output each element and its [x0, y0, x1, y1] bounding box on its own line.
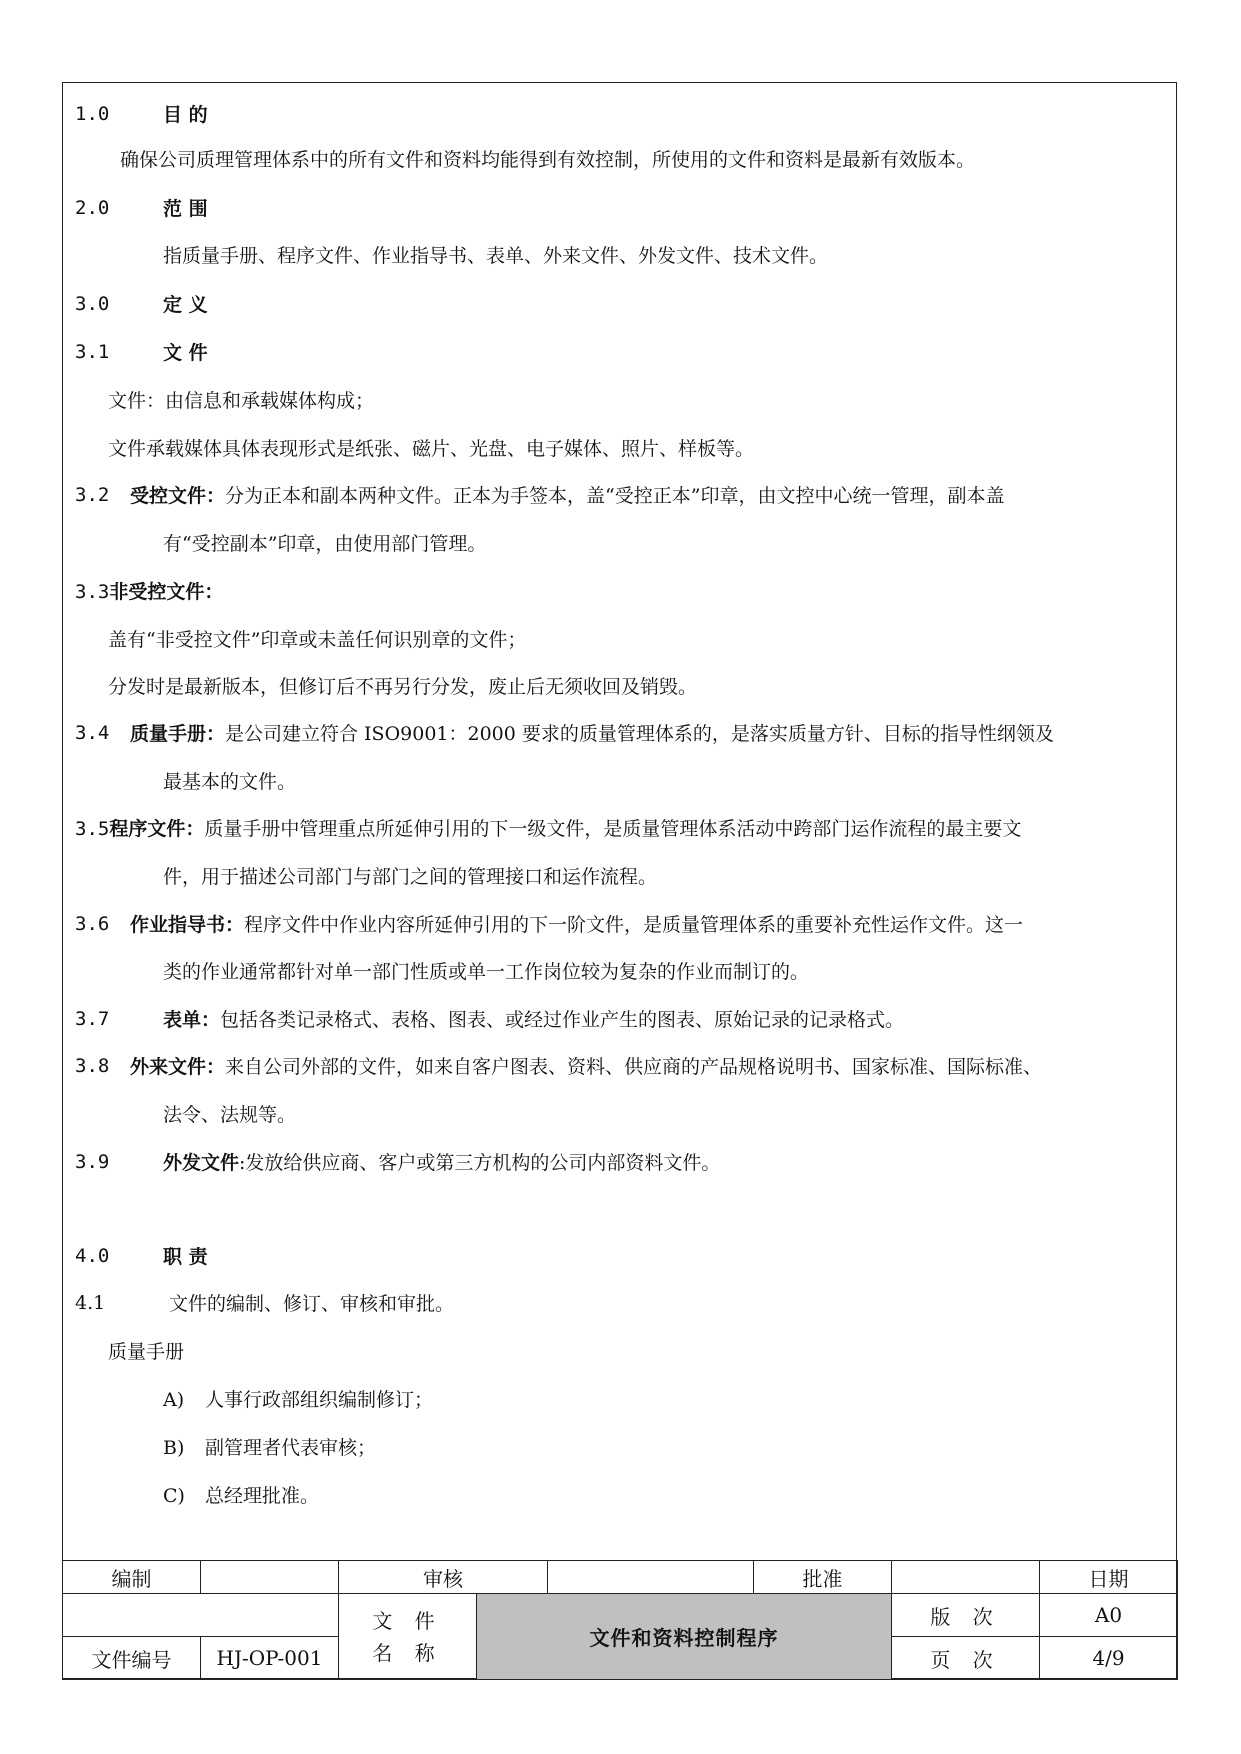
paragraph: 盖有“非受控文件”印章或未盖任何识别章的文件； — [108, 629, 527, 651]
approve-value — [892, 1561, 1040, 1594]
section-title: 职 责 — [163, 1246, 208, 1268]
term: 非受控文件： — [109, 581, 224, 603]
paragraph: 最基本的文件。 — [163, 771, 297, 793]
paragraph: 有“受控副本”印章，由使用部门管理。 — [163, 533, 487, 555]
section-number: 3.7 — [75, 1008, 110, 1030]
definition-line — [130, 913, 1023, 937]
version-label: 版 次 — [892, 1594, 1040, 1637]
doc-name-label — [339, 1594, 477, 1680]
list-item: 总经理批准。 — [205, 1485, 320, 1507]
page-value: 4/9 — [1040, 1637, 1178, 1680]
page-label: 页 次 — [892, 1637, 1040, 1680]
paragraph: 质量手册 — [108, 1341, 185, 1363]
approval-table — [62, 1560, 1178, 1680]
paragraph: 类的作业通常都针对单一部门性质或单一工作岗位较为复杂的作业而制订的。 — [163, 961, 810, 983]
section-number: 3.3 — [75, 581, 110, 603]
definition-line — [75, 580, 223, 604]
term: 表单： — [163, 1009, 221, 1031]
blank-cell — [63, 1594, 339, 1637]
compile-label: 编制 — [63, 1561, 201, 1594]
section-title: 文 件 — [163, 342, 208, 364]
doc-number-label: 文件编号 — [63, 1637, 201, 1680]
list-label: A) — [163, 1389, 185, 1411]
review-label: 审核 — [339, 1561, 548, 1594]
section-number: 4.0 — [75, 1245, 110, 1267]
definition-text: 包括各类记录格式、表格、图表、或经过作业产生的图表、原始记录的记录格式。 — [220, 1009, 905, 1031]
term: 程序文件： — [109, 818, 205, 840]
section-number: 3.1 — [75, 341, 110, 363]
paragraph: 指质量手册、程序文件、作业指导书、表单、外来文件、外发文件、技术文件。 — [163, 245, 829, 267]
definition-text: 来自公司外部的文件，如来自客户图表、资料、供应商的产品规格说明书、国家标准、国际标准、 — [225, 1056, 1043, 1078]
section-number: 3.2 — [75, 484, 110, 506]
term: 作业指导书： — [130, 914, 245, 936]
definition-text: 分为正本和副本两种文件。正本为手签本，盖“受控正本”印章，由文控中心统一管理，副本盖 — [225, 485, 1005, 507]
section-number: 3.8 — [75, 1055, 110, 1077]
list-label: B) — [163, 1437, 185, 1459]
definition-line — [163, 1008, 904, 1032]
definition-line — [130, 722, 1054, 746]
version-value: A0 — [1040, 1594, 1178, 1637]
paragraph: 件，用于描述公司部门与部门之间的管理接口和运作流程。 — [163, 866, 658, 888]
definition-line — [163, 1151, 720, 1175]
paragraph: 分发时是最新版本，但修订后不再另行分发，废止后无须收回及销毁。 — [108, 676, 698, 698]
paragraph: 文件的编制、修订、审核和审批。 — [169, 1293, 455, 1315]
doc-name-label-2: 名 称 — [372, 1640, 443, 1665]
compile-value — [201, 1561, 339, 1594]
paragraph: 确保公司质理管理体系中的所有文件和资料均能得到有效控制，所使用的文件和资料是最新有效版本。 — [120, 149, 976, 171]
list-label: C) — [163, 1485, 185, 1507]
section-number: 3.0 — [75, 293, 110, 315]
definition-text: 程序文件中作业内容所延伸引用的下一阶文件，是质量管理体系的重要补充性运作文件。这一 — [244, 914, 1024, 936]
section-number: 3.4 — [75, 722, 110, 744]
document-footer — [62, 1560, 1177, 1679]
section-title: 定 义 — [163, 294, 208, 316]
section-number: 3.6 — [75, 913, 110, 935]
term: 外发文件 — [163, 1152, 240, 1174]
section-number: 4.1 — [75, 1292, 106, 1314]
section-number: 1.0 — [75, 103, 110, 125]
term: 受控文件： — [130, 485, 226, 507]
section-title: 目 的 — [163, 104, 208, 126]
definition-text: 是公司建立符合 ISO9001：2000 要求的质量管理体系的，是落实质量方针、目标的指导性纲领及 — [225, 723, 1054, 745]
section-number: 3.5 — [75, 818, 110, 840]
document-title: 文件和资料控制程序 — [477, 1594, 892, 1680]
doc-number-value: HJ-OP-001 — [201, 1637, 339, 1680]
section-number: 3.9 — [75, 1151, 110, 1173]
paragraph: 文件承载媒体具体表现形式是纸张、磁片、光盘、电子媒体、照片、样板等。 — [108, 438, 755, 460]
review-value — [548, 1561, 754, 1594]
section-number: 2.0 — [75, 197, 110, 219]
definition-line — [130, 1055, 1042, 1079]
list-item: 人事行政部组织编制修订； — [205, 1389, 434, 1411]
definition-line — [75, 817, 1021, 841]
definition-line — [130, 484, 1004, 508]
paragraph: 文件：由信息和承载媒体构成； — [108, 390, 375, 412]
doc-name-label-1: 文 件 — [372, 1608, 443, 1633]
term: 外来文件： — [130, 1056, 226, 1078]
list-item: 副管理者代表审核； — [205, 1437, 377, 1459]
definition-text: 质量手册中管理重点所延伸引用的下一级文件，是质量管理体系活动中跨部门运作流程的最主要文 — [204, 818, 1022, 840]
date-label: 日期 — [1040, 1561, 1178, 1594]
approve-label: 批准 — [754, 1561, 892, 1594]
paragraph: 法令、法规等。 — [163, 1104, 297, 1126]
section-title: 范 围 — [163, 198, 208, 220]
term: 质量手册： — [130, 723, 226, 745]
definition-text: :发放给供应商、客户或第三方机构的公司内部资料文件。 — [239, 1152, 721, 1174]
